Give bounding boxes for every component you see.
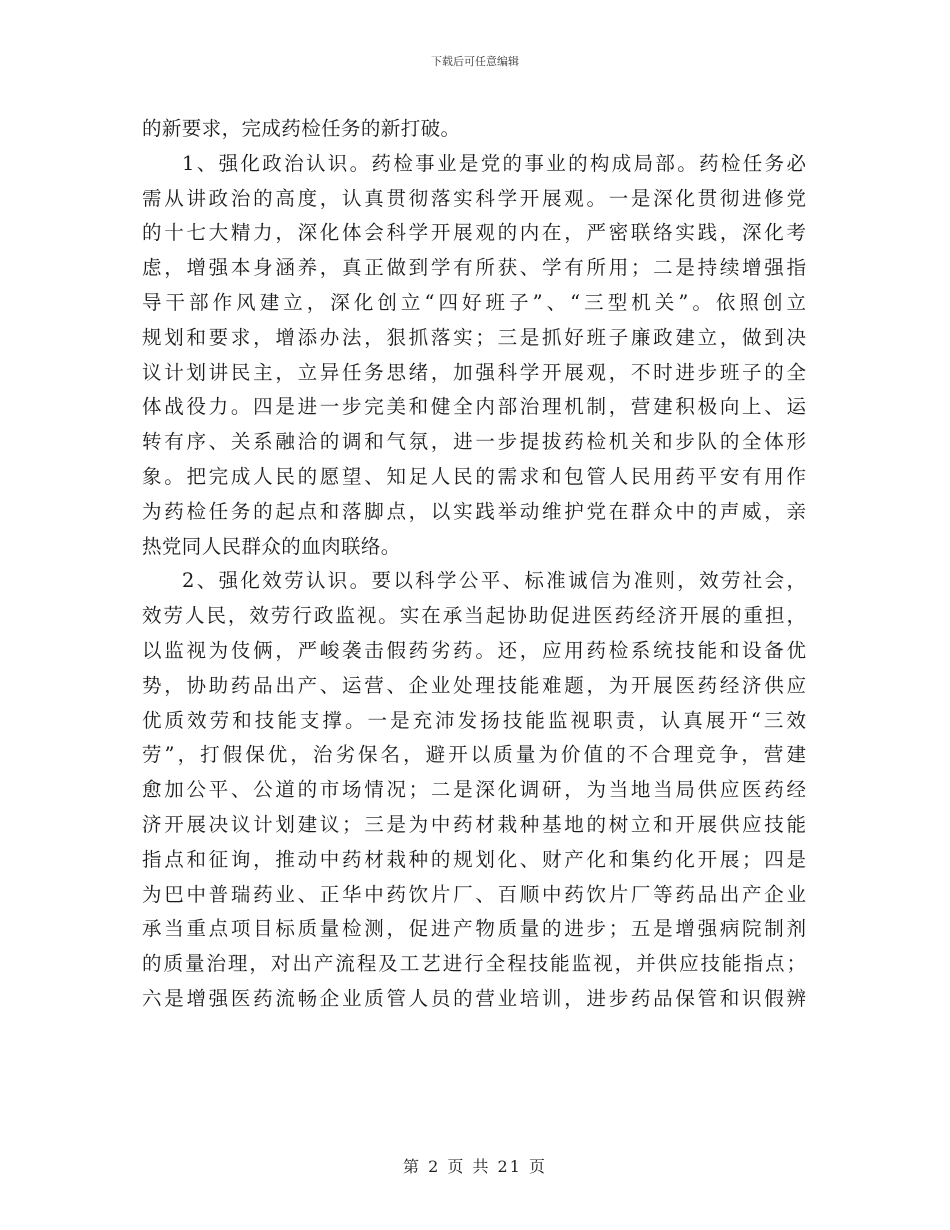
- text-line: 需从讲政治的高度，认真贯彻落实科学开展观。一是深化贯彻进修党: [142, 186, 806, 210]
- text-line: 的新要求，完成药检任务的新打破。: [142, 117, 461, 140]
- text-line: 体战役力。四是进一步完美和健全内部治理机制，营建积极向上、运: [142, 395, 806, 419]
- page-number: 第 2 页 共 21 页: [403, 1157, 547, 1176]
- page-header-note: 下载后可任意编辑: [431, 55, 519, 68]
- text-line: 热党同人民群众的血肉联络。: [142, 534, 401, 558]
- text-line: 指点和征询，推动中药材栽种的规划化、财产化和集约化开展；四是: [142, 847, 806, 871]
- text-line: 劳”，打假保优，治劣保名，避开以质量为价值的不合理竞争，营建: [142, 743, 806, 767]
- text-line: 效劳人民，效劳行政监视。实在承当起协助促进医药经济开展的重担，: [142, 604, 806, 628]
- text-line: 济开展决议计划建议；三是为中药材栽种基地的树立和开展供应技能: [142, 812, 806, 836]
- text-line: 转有序、关系融洽的调和气氛，进一步提拔药检机关和步队的全体形: [142, 430, 806, 454]
- text-line: 的质量治理，对出产流程及工艺进行全程技能监视，并供应技能指点；: [142, 952, 806, 976]
- text-line: 势，协助药品出产、运营、企业处理技能难题，为开展医药经济供应: [142, 673, 806, 697]
- text-line: 优质效劳和技能支撑。一是充沛发扬技能监视职责，认真展开“三效: [142, 708, 806, 732]
- text-line: 导干部作风建立，深化创立“四好班子”、“三型机关”。依照创立: [142, 290, 806, 314]
- text-line: 为药检任务的起点和落脚点，以实践举动维护党在群众中的声威，亲: [142, 499, 806, 523]
- text-line: 议计划讲民主，立异任务思绪，加强科学开展观，不时进步班子的全: [142, 360, 806, 384]
- text-line: 象。把完成人民的愿望、知足人民的需求和包管人民用药平安有用作: [142, 464, 806, 488]
- document-body: [142, 112, 806, 1017]
- text-line: 以监视为伎俩，严峻袭击假药劣药。还，应用药检系统技能和设备优: [142, 638, 806, 662]
- text-line: 规划和要求，增添办法，狠抓落实；三是抓好班子廉政建立，做到决: [142, 325, 806, 349]
- text-line: 六是增强医药流畅企业质管人员的营业培训，进步药品保管和识假辨: [142, 986, 806, 1010]
- text-line: 的十七大精力，深化体会科学开展观的内在，严密联络实践，深化考: [142, 221, 806, 245]
- text-line: 2、强化效劳认识。要以科学公平、标准诚信为准则，效劳社会，: [182, 569, 806, 593]
- text-line: 承当重点项目标质量检测，促进产物质量的进步；五是增强病院制剂: [142, 917, 806, 941]
- text-line: 为巴中普瑞药业、正华中药饮片厂、百顺中药饮片厂等药品出产企业: [142, 882, 806, 906]
- text-line: 愈加公平、公道的市场情况；二是深化调研，为当地当局供应医药经: [142, 778, 806, 802]
- text-line: 1、强化政治认识。药检事业是党的事业的构成局部。药检任务必: [182, 151, 806, 175]
- text-line: 虑，增强本身涵养，真正做到学有所获、学有所用；二是持续增强指: [142, 256, 806, 280]
